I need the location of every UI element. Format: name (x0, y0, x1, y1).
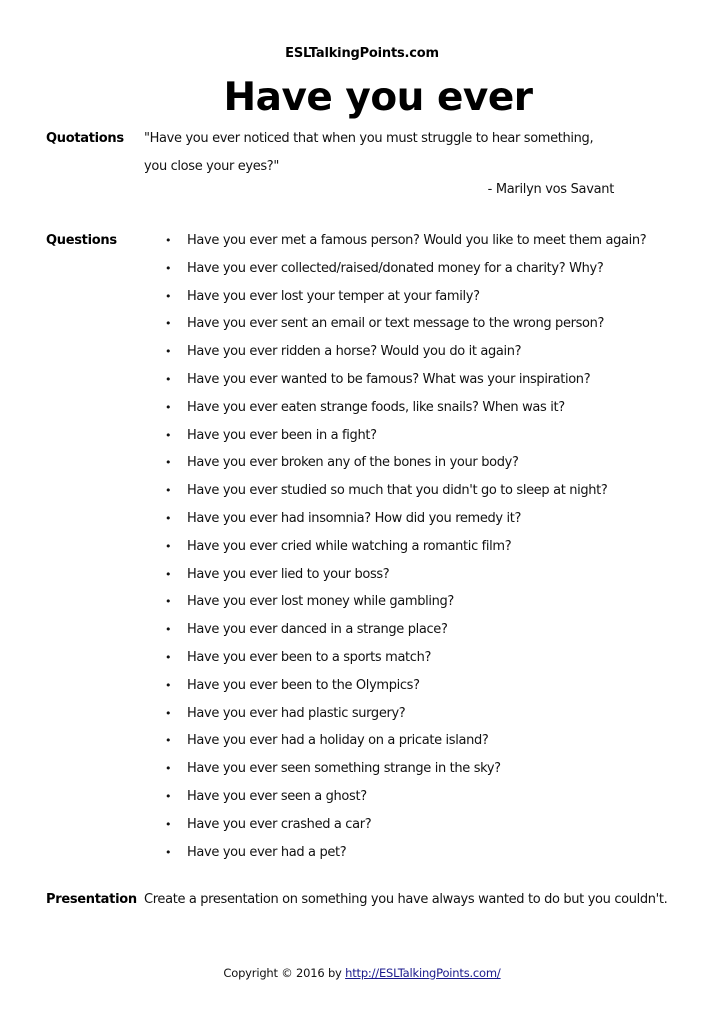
question-text: Have you ever had plastic surgery? (187, 705, 406, 721)
footer (0, 966, 724, 980)
question-text: Have you ever been to a sports match? (187, 649, 432, 665)
bullet-icon: • (165, 762, 172, 776)
bullet-icon: • (165, 539, 172, 553)
bullet-icon: • (165, 484, 172, 498)
question-text: Have you ever danced in a strange place? (187, 622, 448, 638)
question-text: Have you ever seen a ghost? (187, 788, 367, 804)
bullet-icon: • (165, 734, 172, 748)
bullet-icon: • (165, 817, 172, 831)
question-text: Have you ever met a famous person? Would you like to meet them again? (187, 233, 647, 248)
site-link[interactable]: http://ESLTalkingPoints.com/ (345, 966, 501, 980)
quote-line-1: "Have you ever noticed that when you must struggle to hear something, (144, 131, 594, 146)
bullet-icon: • (165, 456, 172, 470)
question-text: Have you ever crashed a car? (187, 816, 372, 832)
bullet-icon: • (165, 234, 172, 247)
bullet-icon: • (165, 372, 172, 386)
question-text: Have you ever had a holiday on a pricate island? (187, 733, 489, 749)
bullet-icon: • (165, 428, 172, 442)
question-text: Have you ever been to the Olympics? (187, 677, 420, 693)
question-text: Have you ever studied so much that you didn't go to sleep at night? (187, 483, 608, 499)
quotations-label: Quotations (46, 131, 124, 146)
bullet-icon: • (165, 650, 172, 664)
site-name: ESLTalkingPoints.com (285, 46, 439, 61)
bullet-icon: • (165, 678, 172, 692)
bullet-icon: • (165, 261, 172, 275)
question-text: Have you ever lost money while gambling? (187, 594, 454, 610)
question-text: Have you ever cried while watching a romantic film? (187, 538, 512, 554)
bullet-icon: • (165, 623, 172, 637)
question-text: Have you ever had insomnia? How did you remedy it? (187, 510, 522, 526)
question-text: Have you ever lied to your boss? (187, 566, 390, 582)
bullet-icon: • (165, 511, 172, 525)
question-text: Have you ever ridden a horse? Would you do it again? (187, 344, 522, 360)
bullet-icon: • (165, 789, 172, 803)
bullet-icon: • (165, 317, 172, 331)
question-text: Have you ever had a pet? (187, 844, 347, 860)
question-text: Have you ever collected/raised/donated money for a charity? Why? (187, 260, 604, 276)
questions-label: Questions (46, 233, 117, 248)
question-text: Have you ever seen something strange in the sky? (187, 761, 501, 777)
copyright-text: Copyright © 2016 by (223, 966, 346, 980)
bullet-icon: • (165, 706, 172, 720)
bullet-icon: • (165, 400, 172, 414)
bullet-icon: • (165, 595, 172, 609)
bullet-icon: • (165, 345, 172, 359)
question-text: Have you ever wanted to be famous? What was your inspiration? (187, 371, 591, 387)
question-text: Have you ever broken any of the bones in your body? (187, 455, 519, 471)
question-text: Have you ever been in a fight? (187, 427, 377, 443)
quote-author: - Marilyn vos Savant (487, 182, 614, 197)
presentation-label: Presentation (46, 892, 137, 907)
question-text: Have you ever sent an email or text message to the wrong person? (187, 316, 605, 332)
bullet-icon: • (165, 289, 172, 303)
question-text: Have you ever eaten strange foods, like snails? When was it? (187, 399, 565, 415)
quote-line-2: you close your eyes?" (144, 159, 279, 174)
bullet-icon: • (165, 845, 172, 859)
bullet-icon: • (165, 567, 172, 581)
presentation-text: Create a presentation on something you have always wanted to do but you couldn't. (144, 892, 668, 907)
page-title: Have you ever (223, 75, 533, 120)
question-text: Have you ever lost your temper at your family? (187, 288, 480, 304)
